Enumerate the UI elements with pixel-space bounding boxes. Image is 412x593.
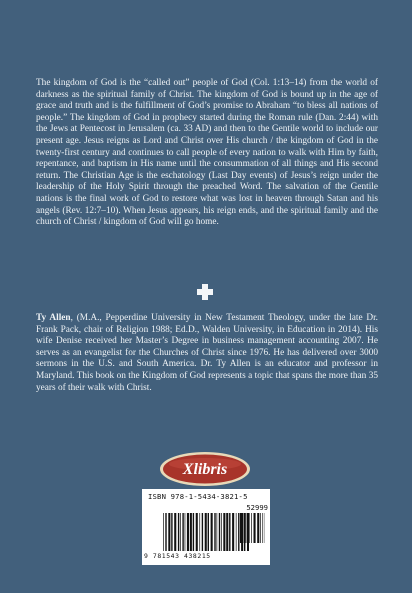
price-barcode-bars xyxy=(239,513,266,543)
barcode-bar xyxy=(165,513,166,551)
publisher-logo xyxy=(158,448,252,488)
barcode-bar xyxy=(171,513,172,551)
author-bio xyxy=(36,313,378,394)
barcode-bar xyxy=(219,513,220,551)
barcode-bar xyxy=(260,513,261,543)
barcode-bar xyxy=(254,513,256,543)
barcode-bar xyxy=(214,513,215,551)
publisher-logo-text: Xlibris xyxy=(182,461,228,478)
barcode-bar xyxy=(247,513,248,543)
barcode-bar xyxy=(251,513,252,543)
barcode-bar xyxy=(187,513,189,551)
barcode-bar xyxy=(178,513,179,551)
author-name: Ty Allen xyxy=(36,313,71,323)
barcode-bar xyxy=(240,513,242,543)
barcode-bar xyxy=(217,513,218,551)
author-bio-text: , (M.A., Pepperdine University in New Testament Theology, under the late Dr. Frank Pack, chair of Religion 1988; Ed.D., Walden University, in Education in 2014). His wife Denise received her Master’s Degree in business management accounting 2007. He serves as an evangelist for the Churches of Christ since 1976. He has delivered over 3000 sermons in the U.S. and South America. Dr. Ty Allen is an educator and professor in Maryland. This book on the Kingdom of God represents a topic that spans the more than 35 years of their walk with Christ. xyxy=(36,313,378,393)
barcode xyxy=(142,489,270,565)
barcode-bar xyxy=(244,513,246,543)
price-code: 52999 xyxy=(246,503,268,512)
barcode-bar xyxy=(174,513,176,551)
barcode-bar xyxy=(221,513,222,551)
book-description: The kingdom of God is the “called out” people of God (Col. 1:13–14) from the world of darkness as the spiritual family of Christ. The kingdom of God is bound up in the age of grace and truth and is the fulfillment of God’s promise to Abraham “to bless all nations of people.” The kingdom of God in prophecy started during the Roman rule (Dan. 2:44) with the Jews at Pentecost in Jerusalem (ca. 33 AD) and then to the Gentile world to include our present age. Jesus reigns as Lord and Christ over His church / the kingdom of God in the twenty-first century and continues to call people of every nation to walk with Him by faith, repentance, and baptism in His name until the consummation of all things and His second return. The Christian Age is the eschatology (Last Day events) of Jesus’s reign under the leadership of the Holy Spirit through the preached Word. The salvation of the Gentile nations is the final work of God to restore what was lost in heaven through Satan and his angels (Rev. 12:7–10). When Jesus appears, his reign ends, and the spiritual family and the church of Christ / kingdom of God will go home. xyxy=(36,78,378,228)
barcode-bar xyxy=(180,513,181,551)
barcode-bar xyxy=(202,513,203,551)
barcode-bar xyxy=(262,513,263,543)
barcode-bar xyxy=(182,513,183,551)
barcode-bar xyxy=(232,513,234,551)
barcode-bar xyxy=(211,513,213,551)
barcode-bar xyxy=(193,513,194,551)
isbn-label: ISBN 978-1-5434-3821-5 xyxy=(148,492,248,501)
barcode-bar xyxy=(168,513,170,551)
barcode-bar xyxy=(199,513,200,551)
barcode-bar xyxy=(196,513,198,551)
barcode-digits: 9 781543 438215 xyxy=(144,552,211,560)
barcode-bar xyxy=(163,513,164,551)
barcode-bar xyxy=(229,513,230,551)
barcode-bar xyxy=(223,513,225,551)
barcode-bar xyxy=(236,513,237,551)
barcode-bar xyxy=(205,513,207,551)
barcode-bar xyxy=(226,513,228,551)
barcode-bar xyxy=(190,513,192,551)
barcode-bar xyxy=(208,513,209,551)
barcode-bar xyxy=(257,513,259,543)
barcode-bar xyxy=(249,513,250,543)
cross-icon xyxy=(197,284,213,300)
xlibris-logo-icon xyxy=(158,448,252,488)
barcode-bar xyxy=(185,513,186,551)
